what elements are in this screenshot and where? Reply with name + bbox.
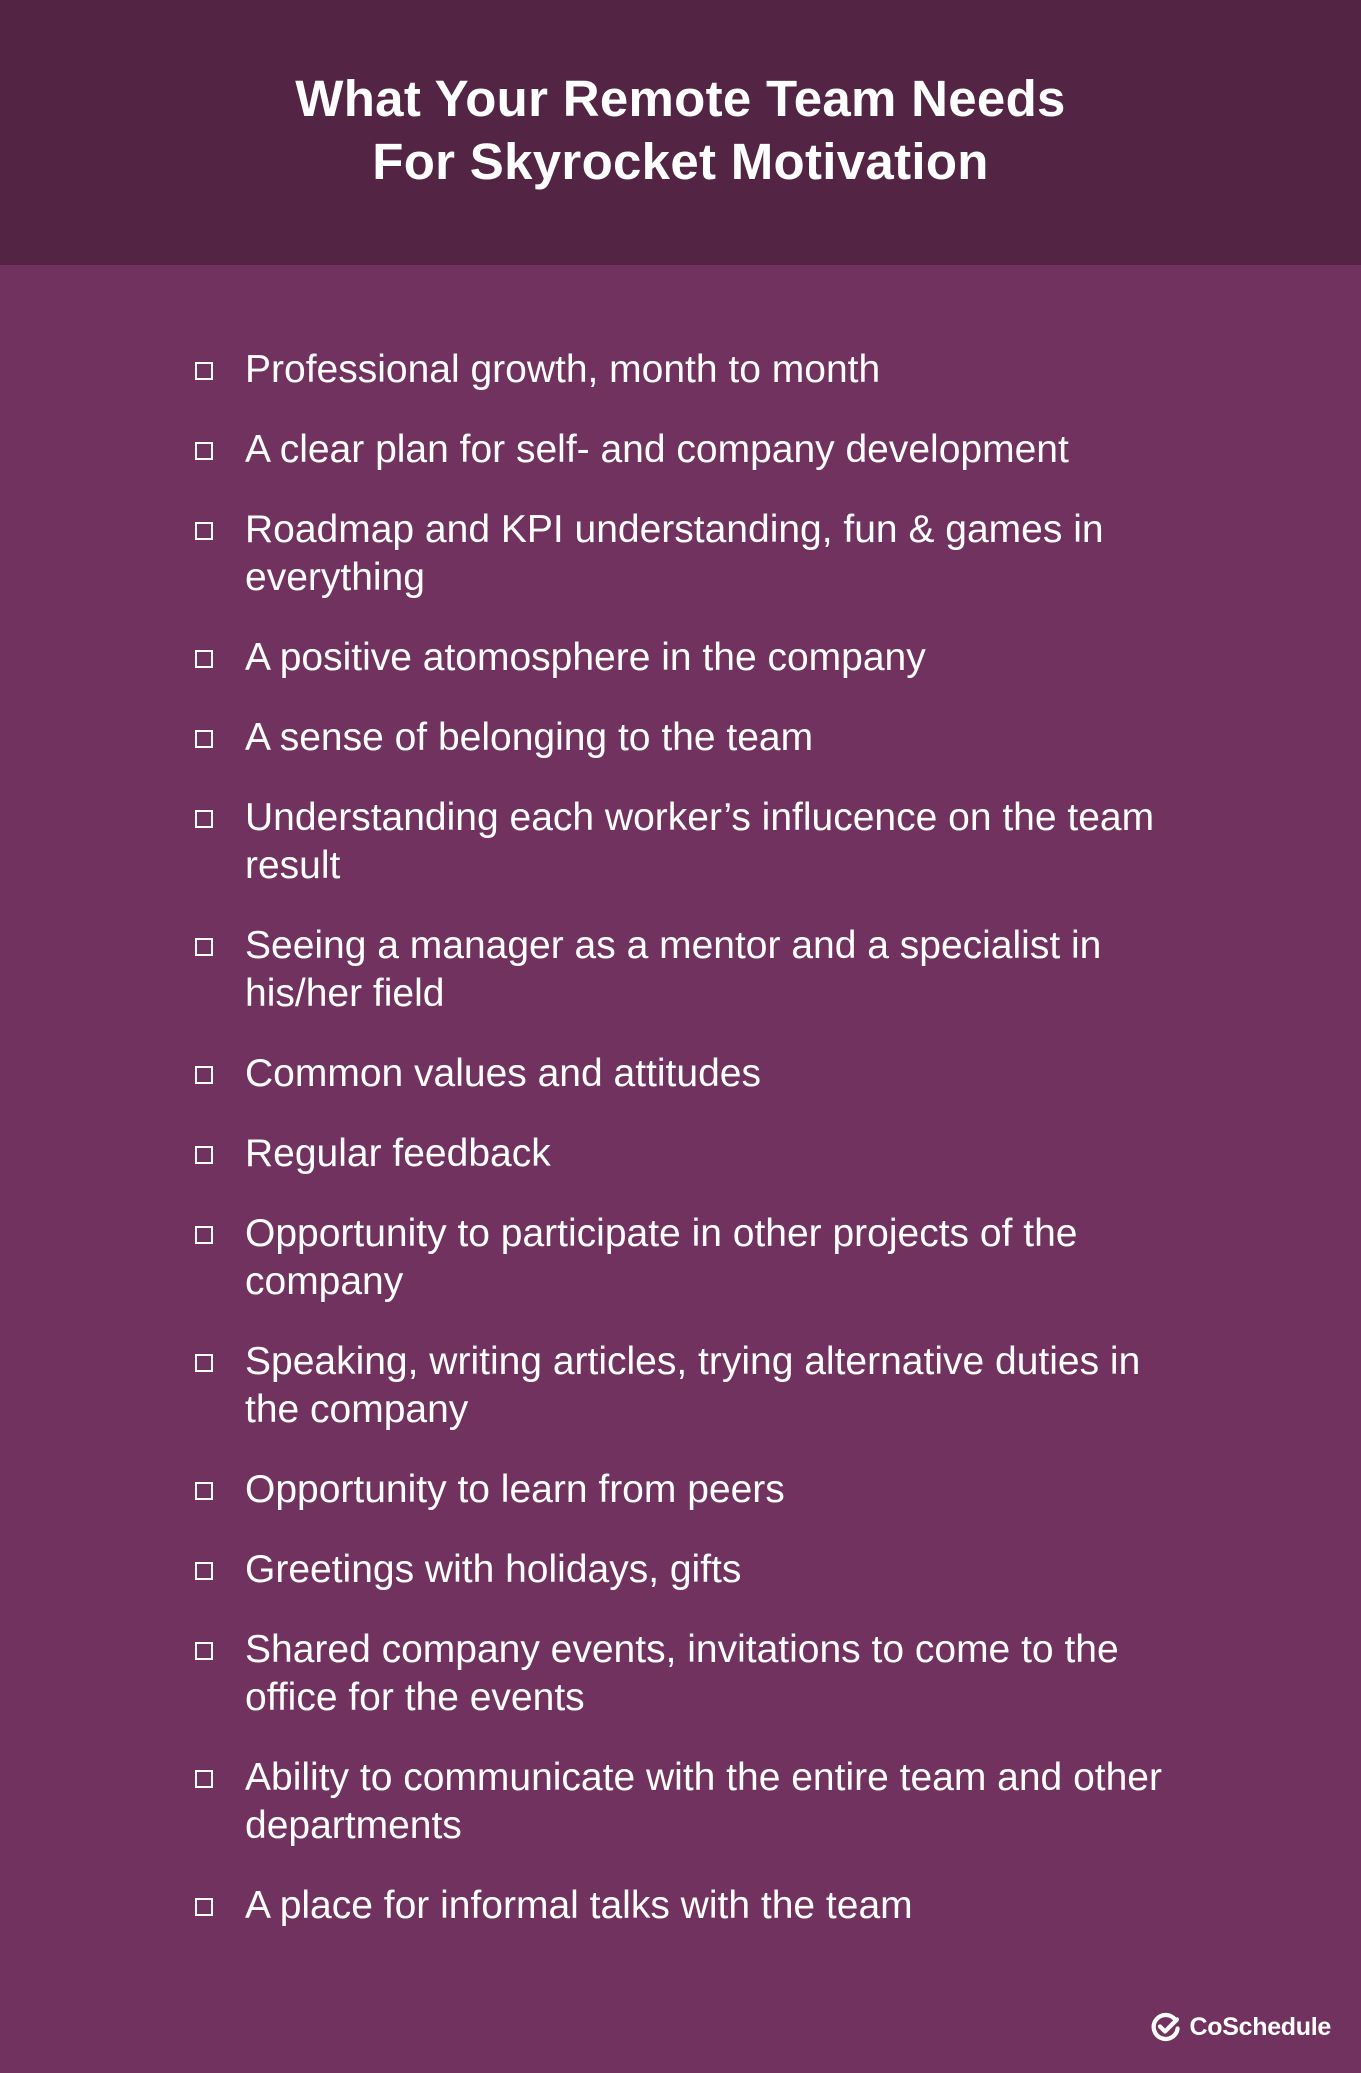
checkbox-icon bbox=[195, 938, 213, 956]
checklist-item-text: Ability to communicate with the entire team and other departments bbox=[245, 1756, 1162, 1847]
checklist-item-text: Speaking, writing articles, trying alternative duties in the company bbox=[245, 1340, 1141, 1431]
checklist-item-text: Opportunity to participate in other projects of the company bbox=[245, 1212, 1078, 1303]
checkbox-icon bbox=[195, 1066, 213, 1084]
checkbox-icon bbox=[195, 1642, 213, 1660]
checklist-item bbox=[195, 1546, 1195, 1594]
checklist-item bbox=[195, 1338, 1195, 1434]
coschedule-logo bbox=[1150, 2011, 1331, 2043]
checkbox-icon bbox=[195, 522, 213, 540]
title-line-2: For Skyrocket Motivation bbox=[372, 132, 989, 190]
checklist-item-text: A sense of belonging to the team bbox=[245, 716, 814, 759]
checkbox-icon bbox=[195, 730, 213, 748]
checklist-item-text: Seeing a manager as a mentor and a specialist in his/her field bbox=[245, 924, 1102, 1015]
checklist-item bbox=[195, 1626, 1195, 1722]
checklist-item-text: Professional growth, month to month bbox=[245, 348, 881, 391]
checklist-item-text: Regular feedback bbox=[245, 1132, 551, 1175]
checkbox-icon bbox=[195, 1354, 213, 1372]
checkbox-icon bbox=[195, 1898, 213, 1916]
checklist-item bbox=[195, 794, 1195, 890]
checklist-item-text: Opportunity to learn from peers bbox=[245, 1468, 785, 1511]
checklist-item bbox=[195, 634, 1195, 682]
coschedule-check-icon bbox=[1150, 2011, 1182, 2043]
checklist-item-text: Common values and attitudes bbox=[245, 1052, 761, 1095]
checklist-item bbox=[195, 1050, 1195, 1098]
checklist-item bbox=[195, 922, 1195, 1018]
checkbox-icon bbox=[195, 362, 213, 380]
checklist-item-text: A place for informal talks with the team bbox=[245, 1884, 913, 1927]
checkbox-icon bbox=[195, 1146, 213, 1164]
checklist-item-text: Greetings with holidays, gifts bbox=[245, 1548, 742, 1591]
checkbox-icon bbox=[195, 1770, 213, 1788]
checklist-item bbox=[195, 714, 1195, 762]
checklist-item bbox=[195, 346, 1195, 394]
checklist-item bbox=[195, 1754, 1195, 1850]
checkbox-icon bbox=[195, 442, 213, 460]
brand-name: CoSchedule bbox=[1189, 2012, 1331, 2041]
title-line-1: What Your Remote Team Needs bbox=[295, 69, 1066, 127]
checkbox-icon bbox=[195, 1562, 213, 1580]
checkbox-icon bbox=[195, 810, 213, 828]
checklist-item-text: Shared company events, invitations to come to the office for the events bbox=[245, 1628, 1119, 1719]
checklist-item-text: A clear plan for self- and company development bbox=[245, 428, 1069, 471]
checklist-item bbox=[195, 1210, 1195, 1306]
checklist-item bbox=[195, 426, 1195, 474]
motivation-checklist bbox=[195, 346, 1195, 1962]
checklist-item-text: A positive atomosphere in the company bbox=[245, 636, 926, 679]
checklist-item bbox=[195, 1882, 1195, 1930]
checklist-item bbox=[195, 506, 1195, 602]
checklist-item bbox=[195, 1466, 1195, 1514]
checklist-item-text: Understanding each worker’s influcence on the team result bbox=[245, 796, 1155, 887]
checkbox-icon bbox=[195, 650, 213, 668]
checklist-item-text: Roadmap and KPI understanding, fun & games in everything bbox=[245, 508, 1104, 599]
header-banner bbox=[0, 0, 1361, 265]
checkbox-icon bbox=[195, 1482, 213, 1500]
checkbox-icon bbox=[195, 1226, 213, 1244]
page-title bbox=[295, 67, 1065, 193]
checklist-item bbox=[195, 1130, 1195, 1178]
